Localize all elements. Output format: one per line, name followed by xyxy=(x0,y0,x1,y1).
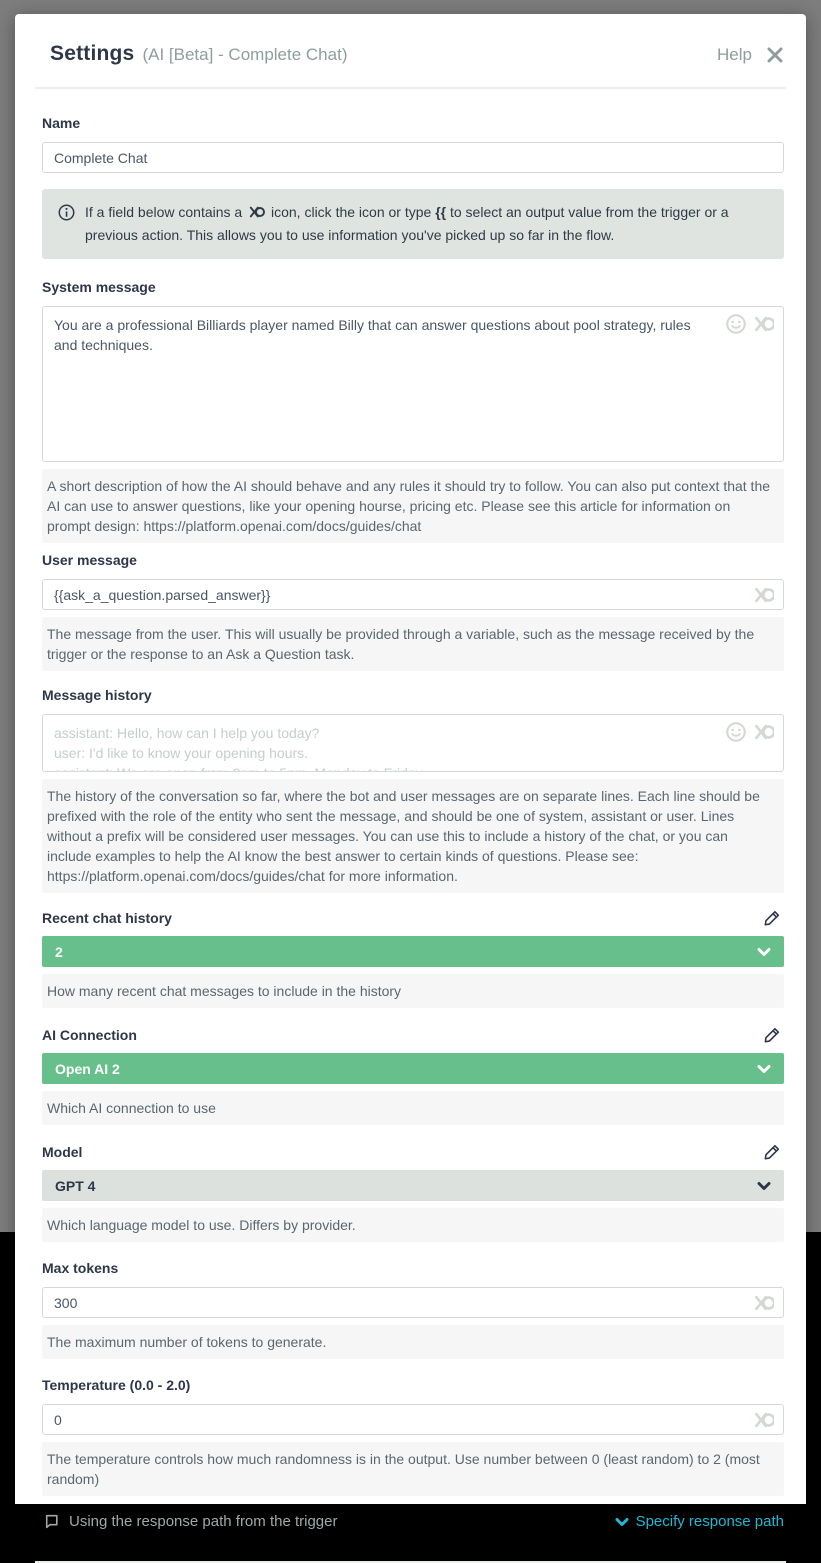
user-message-label: User message xyxy=(42,552,137,568)
chevron-down-icon xyxy=(757,1062,771,1076)
field-name xyxy=(42,115,784,173)
close-icon[interactable] xyxy=(766,46,784,64)
name-label: Name xyxy=(42,115,81,131)
recent-chat-history-help: How many recent chat messages to include in the history xyxy=(42,974,784,1008)
info-banner-text: If a field below contains a icon, click the icon or type {{ to select an output value from the trigger or a previous action. This allows you to use information you've picked up so far in the flow. xyxy=(85,204,729,243)
edit-pencil-icon[interactable] xyxy=(763,1026,780,1043)
info-banner xyxy=(42,189,784,259)
field-temperature xyxy=(42,1377,784,1496)
temperature-label: Temperature (0.0 - 2.0) xyxy=(42,1377,191,1393)
recent-chat-history-label: Recent chat history xyxy=(42,909,172,926)
temperature-help: The temperature controls how much randomness is in the output. Use number between 0 (least random) to 2 (most random) xyxy=(42,1442,784,1496)
ai-connection-help: Which AI connection to use xyxy=(42,1091,784,1125)
variable-picker-icon[interactable] xyxy=(754,1410,774,1430)
chevron-down-icon xyxy=(757,945,771,959)
message-history-help: The history of the conversation so far, where the bot and user messages are on separate lines. Each line should be prefixed with the role of the entity who sent the message, and should be one of system, assistant or user. Lines without a prefix will be considered user messages. You can use this to include a history of the chat, or you can include examples to help the AI know the best answer to certain kinds of questions. Please see: https://platform.openai.com/docs/guides/chat for more information. xyxy=(42,779,784,893)
model-help: Which language model to use. Differs by provider. xyxy=(42,1208,784,1242)
emoji-icon[interactable] xyxy=(726,314,746,334)
modal-header xyxy=(15,14,806,66)
user-message-help: The message from the user. This will usually be provided through a variable, such as the message received by the trigger or the response to an Ask a Question task. xyxy=(42,617,784,671)
recent-chat-history-select[interactable] xyxy=(42,936,784,967)
chevron-down-icon xyxy=(757,1179,771,1193)
select-value: Open AI 2 xyxy=(55,1060,120,1077)
select-value: 2 xyxy=(55,943,63,960)
message-history-label: Message history xyxy=(42,687,152,703)
variable-picker-icon[interactable] xyxy=(754,722,774,742)
variable-picker-icon[interactable] xyxy=(754,585,774,605)
field-recent-chat-history xyxy=(42,909,784,1008)
emoji-icon[interactable] xyxy=(726,722,746,742)
modal-subtitle: (AI [Beta] - Complete Chat) xyxy=(142,45,348,64)
header-divider xyxy=(35,87,786,89)
chat-bubble-icon xyxy=(43,1513,60,1530)
message-history-textarea[interactable] xyxy=(42,714,784,772)
chevron-down-icon xyxy=(615,1515,629,1529)
settings-modal xyxy=(15,14,806,1530)
edit-pencil-icon[interactable] xyxy=(763,1143,780,1160)
help-link[interactable]: Help xyxy=(717,45,752,64)
field-message-history xyxy=(42,687,784,893)
variable-picker-icon[interactable] xyxy=(754,314,774,334)
edit-pencil-icon[interactable] xyxy=(763,909,780,926)
specify-response-path-link[interactable]: Specify response path xyxy=(615,1513,784,1530)
system-message-textarea[interactable] xyxy=(42,306,784,462)
info-icon xyxy=(58,204,75,221)
model-select[interactable] xyxy=(42,1170,784,1201)
user-message-input[interactable] xyxy=(42,579,784,610)
field-max-tokens xyxy=(42,1260,784,1359)
field-user-message xyxy=(42,552,784,671)
select-value: GPT 4 xyxy=(55,1177,96,1194)
variable-picker-icon[interactable] xyxy=(754,1293,774,1313)
field-model xyxy=(42,1143,784,1242)
ai-connection-label: AI Connection xyxy=(42,1026,137,1043)
model-label: Model xyxy=(42,1143,83,1160)
ai-connection-select[interactable] xyxy=(42,1053,784,1084)
temperature-input[interactable] xyxy=(42,1404,784,1435)
name-input[interactable] xyxy=(42,142,784,173)
system-message-help: A short description of how the AI should behave and any rules it should try to follow. You can also put context that the AI can use to answer questions, like your opening hourse, pricing etc. Please see this article for information on prompt design: https://platform.openai.com/docs/guides/chat xyxy=(42,469,784,543)
system-message-label: System message xyxy=(42,279,156,295)
page-title: Settings xyxy=(50,42,135,65)
max-tokens-input[interactable] xyxy=(42,1287,784,1318)
field-system-message xyxy=(42,279,784,543)
response-path-status: Using the response path from the trigger xyxy=(43,1513,337,1530)
response-path-row xyxy=(42,1513,784,1530)
field-ai-connection xyxy=(42,1026,784,1125)
variable-picker-icon xyxy=(248,204,265,225)
max-tokens-help: The maximum number of tokens to generate. xyxy=(42,1325,784,1359)
max-tokens-label: Max tokens xyxy=(42,1260,119,1276)
